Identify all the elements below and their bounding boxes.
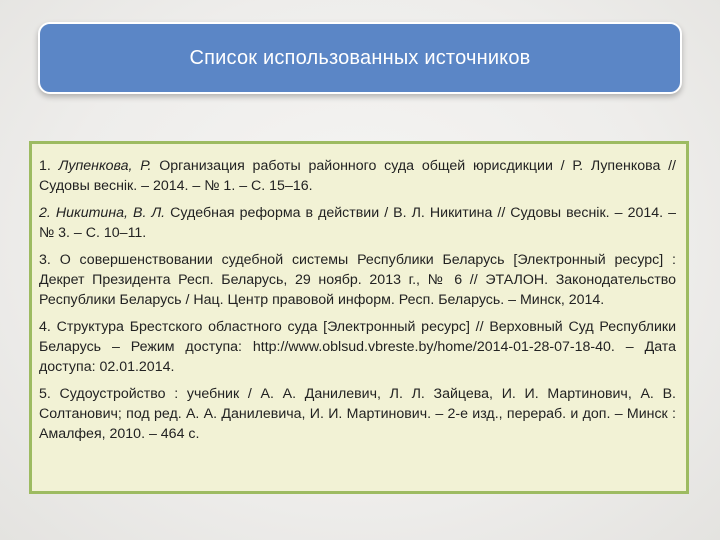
source-item: [39, 384, 676, 444]
source-author: Никитина, В. Л.: [55, 205, 166, 221]
source-text: Судебная реформа в действии / В. Л. Никитина // Судовы веснік. – 2014. – № 3. – С. 10–11.: [39, 205, 676, 241]
sources-list: [29, 141, 689, 494]
source-item: [39, 156, 676, 196]
source-number: 1.: [39, 158, 51, 174]
source-number: 3.: [39, 252, 51, 268]
source-number: 5.: [39, 386, 51, 402]
source-item: [39, 250, 676, 310]
source-item: [39, 203, 676, 243]
source-number: 4.: [39, 319, 51, 335]
source-text: Судоустройство : учебник / А. А. Данилевич, Л. Л. Зайцева, И. И. Мартинович, А. В. Солтанович; под ред. А. А. Данилевича, И. И. Мартинович. – 2-е изд., перераб. и доп. – Минск : Амалфея, 2010. – 464 с.: [39, 386, 676, 442]
source-text: О совершенствовании судебной системы Республики Беларусь [Электронный ресурс] : Декрет Президента Респ. Беларусь, 29 ноябр. 2013 г., № 6 // ЭТАЛОН. Законодательство Республики Беларусь / Нац. Центр правовой информ. Респ. Беларусь. – Минск, 2014.: [39, 252, 676, 308]
source-item: [39, 317, 676, 377]
title-banner: [38, 22, 682, 94]
slide-title: Список использованных источников: [189, 46, 531, 69]
source-text: Структура Брестского областного суда [Электронный ресурс] // Верховный Суд Республики Беларусь – Режим доступа: http://www.oblsud.vbreste.by/home/2014-01-28-07-18-40. – Дата доступа: 02.01.2014.: [39, 319, 677, 375]
source-number: 2.: [39, 205, 51, 221]
source-text: Организация работы районного суда общей юрисдикции / Р. Лупенкова // Судовы веснік. – 2014. – № 1. – С. 15–16.: [39, 158, 677, 194]
source-author: Лупенкова, Р.: [58, 158, 152, 174]
